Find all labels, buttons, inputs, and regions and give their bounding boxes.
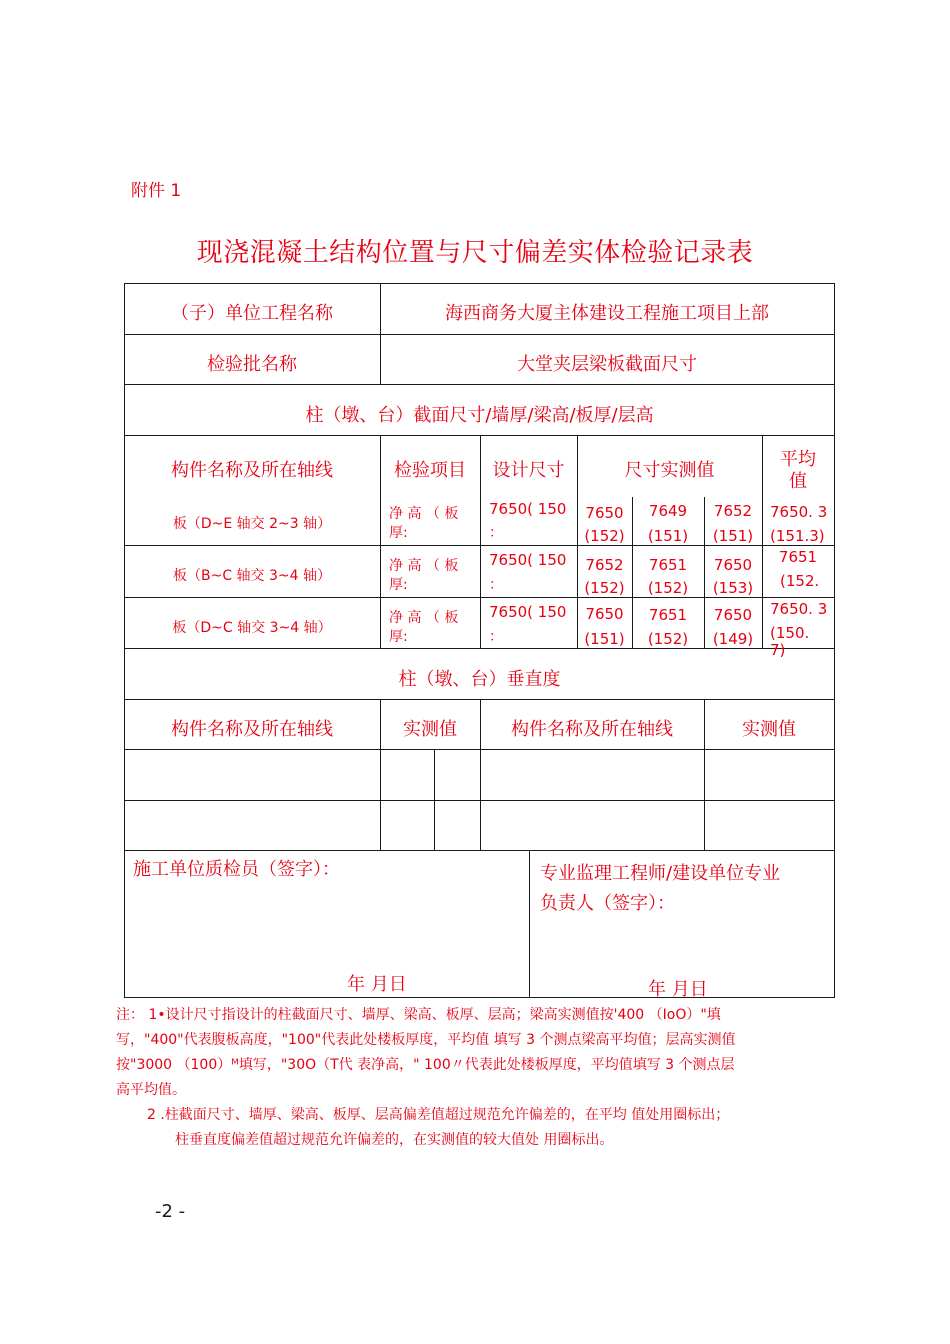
header-measured: 尺寸实测值 [624, 460, 715, 481]
row-component: 板（B~C 轴交 3~4 轴） [172, 568, 331, 584]
table-line [124, 384, 835, 385]
verticality-header-value-right: 实测值 [742, 719, 796, 740]
row-average: 7650. 3 [770, 503, 828, 521]
row-item-line2: 厚: [389, 525, 408, 541]
row-measure-2: 7651 [648, 606, 688, 624]
header-average-line1: 平均 [780, 449, 816, 470]
verticality-header-component-left: 构件名称及所在轴线 [171, 719, 333, 740]
table-line [124, 334, 835, 335]
row-component: 板（D~C 轴交 3~4 轴） [172, 620, 332, 636]
note-line: 2 .柱截面尺寸、墙厚、梁高、板厚、层高偏差值超过规范允许偏差的，在平均 值处用圈标出； [147, 1107, 730, 1123]
row-measure-2-slab: (151) [647, 527, 689, 545]
supervisor-signature-label-line2: 负责人（签字）： [540, 893, 675, 914]
row-design-line1: 7650( 150 [489, 551, 567, 569]
attachment-label: 附件 1 [131, 181, 182, 201]
table-line [529, 850, 530, 998]
row-measure-1-slab: (152) [584, 527, 625, 545]
row-measure-1-slab: (151) [584, 630, 625, 648]
row-average-slab: (152. [780, 572, 820, 590]
verticality-header-value-left: 实测值 [403, 719, 457, 740]
note-line: 注： 1•设计尺寸指设计的柱截面尺寸、墙厚、梁高、板厚、层高；梁高实测值按'400 （IoO）"填 [116, 1007, 721, 1023]
row-measure-3-slab: (149) [712, 630, 754, 648]
table-line [124, 648, 835, 649]
header-component: 构件名称及所在轴线 [171, 460, 333, 481]
note-line: 写，"400"代表腹板高度，"100"代表此处楼板厚度，平均值 填写 3 个测点梁高平均值；层高实测值 [116, 1032, 736, 1048]
row-item-line2: 厚: [389, 577, 408, 593]
section2-heading: 柱（墩、台）垂直度 [398, 669, 561, 690]
row-measure-1: 7650 [585, 605, 624, 623]
row-average-clip [770, 641, 830, 659]
note-line: 按"3000 （100）ᴹ填写，"30O（T代 表净高，" 100〃代表此处楼板厚度，平均值填写 3 个测点层 [116, 1057, 735, 1073]
row-design-line1: 7650( 150 [489, 603, 567, 621]
unit-project-label: （子）单位工程名称 [171, 303, 333, 324]
page-number: -2 - [155, 1201, 186, 1222]
row-measure-3: 7652 [713, 502, 753, 520]
row-component: 板（D~E 轴交 2~3 轴） [172, 516, 332, 532]
row-average-slab: (150. [770, 624, 810, 642]
row-measure-3: 7650 [713, 606, 753, 624]
table-line [124, 850, 835, 851]
header-average-line2: 值 [789, 471, 807, 492]
verticality-header-component-right: 构件名称及所在轴线 [511, 719, 673, 740]
row-measure-1-slab: (152) [584, 579, 625, 597]
section1-heading: 柱（墩、台）截面尺寸/墙厚/梁高/板厚/层高 [305, 405, 654, 426]
row-design-line2: ： [489, 525, 503, 541]
row-average-overflow: 7) [770, 641, 786, 659]
row-measure-3-slab: (153) [712, 579, 754, 597]
table-line [434, 749, 435, 850]
row-measure-2-slab: (152) [647, 630, 689, 648]
inspection-lot-value: 大堂夹层梁板截面尺寸 [517, 354, 697, 375]
note-line: 高平均值。 [116, 1082, 186, 1098]
table-line [124, 283, 835, 284]
row-item-line1: 净 高 （ 板 [389, 558, 459, 574]
row-measure-3-slab: (151) [712, 527, 754, 545]
page-title: 现浇混凝土结构位置与尺寸偏差实体检验记录表 [196, 238, 754, 268]
contractor-inspector-signature-label: 施工单位质检员（签字）： [133, 859, 340, 880]
inspection-lot-label: 检验批名称 [207, 354, 297, 375]
row-measure-2-slab: (152) [647, 579, 689, 597]
header-item: 检验项目 [394, 460, 466, 481]
row-item-line1: 净 高 （ 板 [389, 506, 459, 522]
row-average: 7651 [778, 548, 818, 566]
row-measure-2: 7651 [648, 556, 688, 574]
note-line: 柱垂直度偏差值超过规范允许偏差的，在实测值的较大值处 用圈标出。 [175, 1132, 614, 1148]
row-design-line2: ： [489, 577, 503, 593]
header-design: 设计尺寸 [492, 460, 565, 481]
row-average-slab: (151.3) [770, 527, 825, 545]
row-measure-2: 7649 [648, 502, 688, 520]
row-item-line2: 厚: [389, 629, 408, 645]
supervisor-signature-label-line1: 专业监理工程师/建设单位专业 [540, 863, 781, 884]
row-design-line1: 7650( 150 [489, 500, 567, 518]
unit-project-value: 海西商务大厦主体建设工程施工项目上部 [445, 303, 769, 324]
row-measure-3: 7650 [713, 556, 753, 574]
supervisor-signature-date: 年 月日 [648, 979, 708, 1000]
row-item-line1: 净 高 （ 板 [389, 610, 459, 626]
table-line [124, 997, 835, 998]
row-measure-1: 7650 [585, 504, 624, 522]
table-line [834, 283, 835, 998]
table-line [124, 283, 125, 998]
row-average: 7650. 3 [770, 600, 828, 618]
row-design-line2: ： [489, 629, 503, 645]
contractor-signature-date: 年 月日 [347, 974, 407, 995]
row-measure-1: 7652 [585, 556, 624, 574]
